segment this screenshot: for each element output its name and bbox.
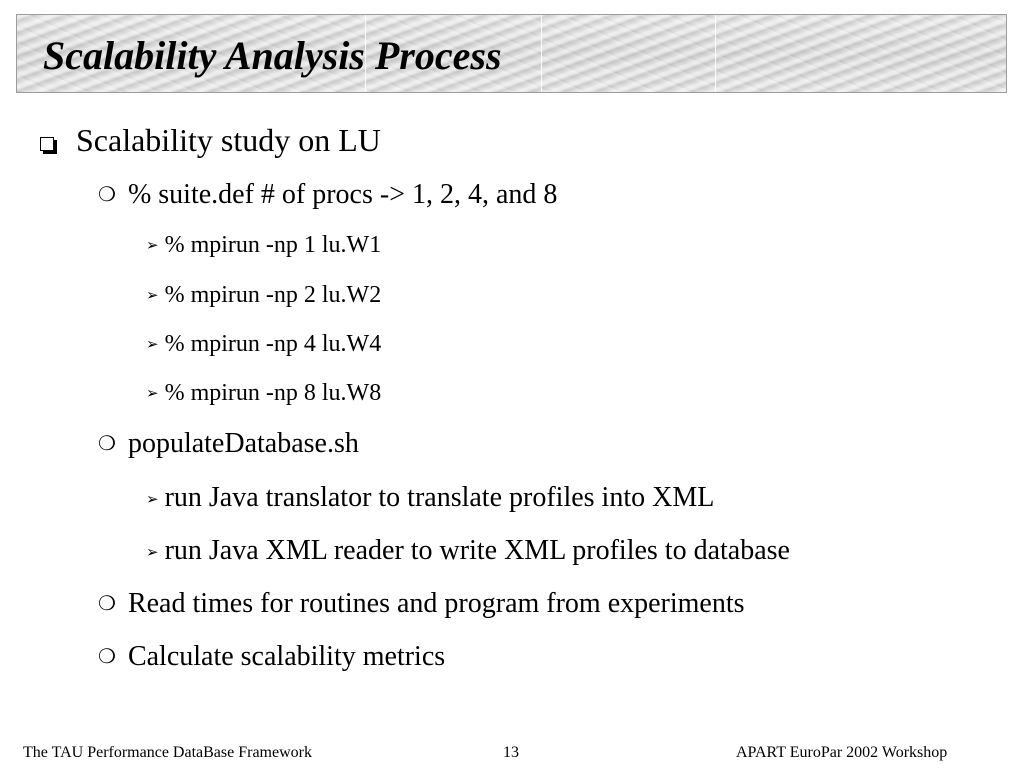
- bullet-text: Calculate scalability metrics: [127, 641, 446, 672]
- arrowhead-bullet-icon: ➢: [146, 490, 159, 508]
- arrowhead-bullet-icon: ➢: [146, 543, 159, 561]
- footer-page-number: 13: [503, 744, 519, 761]
- banner-texture-seam: [715, 15, 716, 92]
- footer-presentation-title: The TAU Performance DataBase Framework: [23, 744, 312, 761]
- bullet-item-l3: [146, 380, 381, 407]
- hollow-circle-bullet-icon: ❍: [98, 644, 116, 668]
- bullet-text: populateDatabase.sh: [127, 428, 359, 459]
- bullet-text: % suite.def # of procs -> 1, 2, 4, and 8: [127, 179, 558, 210]
- bullet-item-l2: [98, 588, 745, 620]
- arrowhead-bullet-icon: ➢: [146, 286, 159, 304]
- bullet-text: run Java XML reader to write XML profiles to database: [164, 535, 790, 566]
- bullet-item-l3: [146, 282, 381, 309]
- bullet-item-l2: [98, 641, 445, 673]
- bullet-item-l1: [40, 122, 381, 159]
- bullet-item-l3: [146, 232, 381, 259]
- arrowhead-bullet-icon: ➢: [146, 384, 159, 402]
- bullet-item-l2: [98, 179, 557, 211]
- bullet-text: Scalability study on LU: [76, 122, 381, 158]
- hollow-circle-bullet-icon: ❍: [98, 182, 116, 206]
- slide-title: Scalability Analysis Process: [43, 33, 502, 78]
- bullet-item-l3: [146, 331, 381, 358]
- bullet-text: % mpirun -np 1 lu.W1: [164, 232, 382, 258]
- bullet-text: % mpirun -np 8 lu.W8: [164, 380, 382, 406]
- arrowhead-bullet-icon: ➢: [146, 236, 159, 254]
- arrowhead-bullet-icon: ➢: [146, 335, 159, 353]
- footer-event-name: APART EuroPar 2002 Workshop: [736, 744, 948, 761]
- bullet-item-l3: [146, 482, 714, 514]
- bullet-text: % mpirun -np 2 lu.W2: [164, 282, 382, 308]
- hollow-circle-bullet-icon: ❍: [98, 591, 116, 615]
- bullet-text: Read times for routines and program from experiments: [127, 588, 745, 619]
- bullet-item-l2: [98, 428, 359, 460]
- bullet-text: % mpirun -np 4 lu.W4: [164, 331, 382, 357]
- bullet-item-l3: [146, 535, 790, 567]
- hollow-circle-bullet-icon: ❍: [98, 431, 116, 455]
- title-banner: [16, 14, 1007, 93]
- hollow-square-bullet-icon: [40, 137, 54, 151]
- banner-texture-seam: [541, 15, 542, 92]
- bullet-text: run Java translator to translate profiles into XML: [164, 482, 715, 513]
